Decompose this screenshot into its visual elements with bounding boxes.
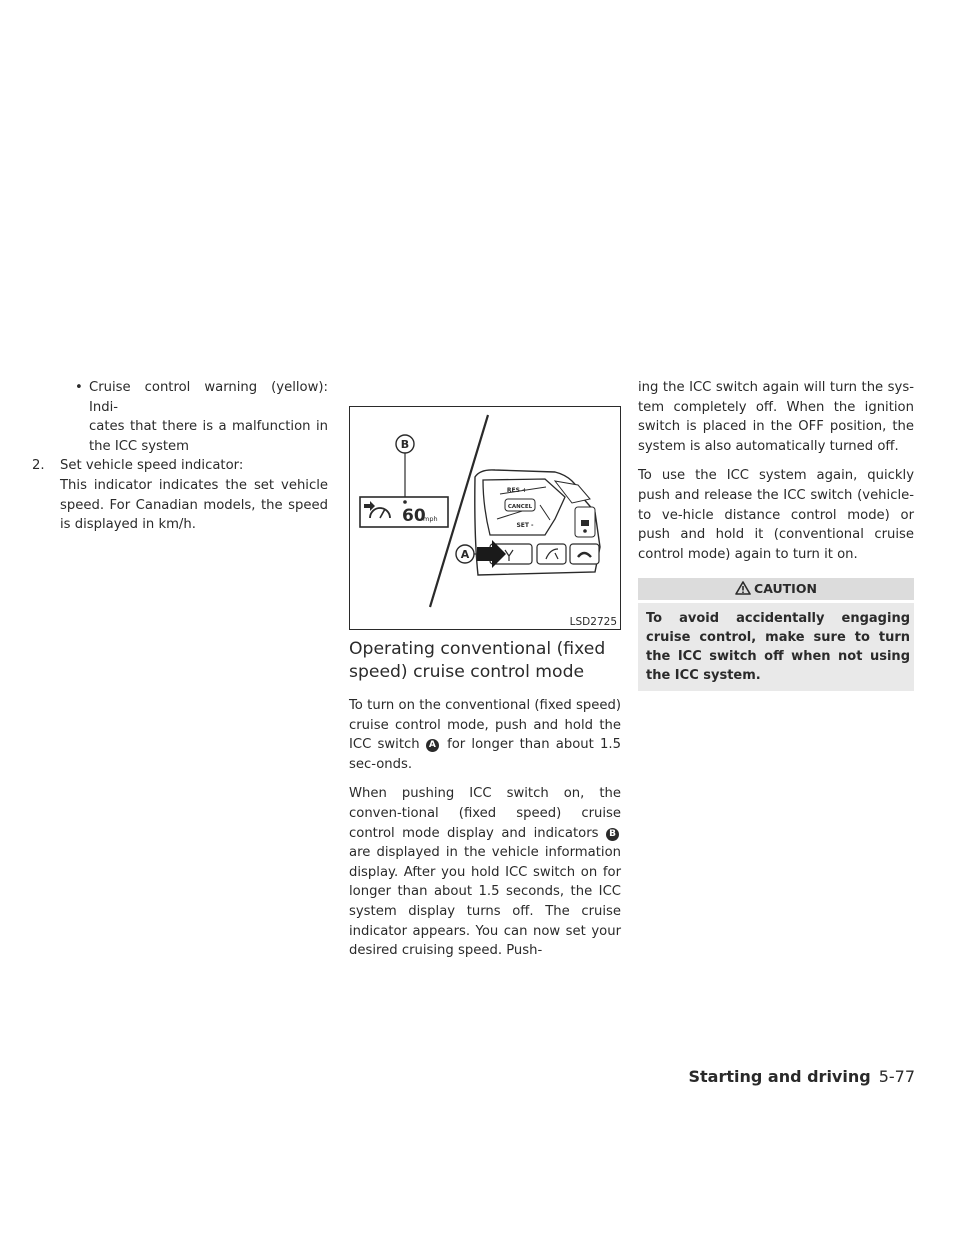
figure-code: LSD2725: [569, 616, 617, 628]
text-run: are displayed in the vehicle information display. After you hold ICC switch on for longer than about 1.5 seconds, the ICC system display turns off. The cruise indicator appears. You can now set your desired cruising speed. Push-: [349, 845, 621, 959]
lane-button-shape: [537, 544, 566, 564]
res-label: RES +: [506, 487, 528, 494]
paragraph: ing the ICC switch again will turn the sys-tem completely off. When the ignition switch is placed in the OFF position, the system is also automatically turned off.: [638, 380, 914, 454]
callout-a-label: A: [460, 548, 470, 561]
caution-box: [638, 578, 914, 691]
item-number: 2.: [32, 458, 45, 474]
bullet-rest: cates that there is a malfunction in the ICC system: [89, 419, 328, 454]
numbered-item: [32, 456, 328, 534]
text-run: When pushing ICC switch on, the conven-tional (fixed speed) cruise control mode display and indicators: [349, 786, 621, 841]
paragraph: To use the ICC system again, quickly push and release the ICC switch (vehicle-to ve-hicle distance control mode) or push and hold it (conventional cruise control mode) again to turn it on.: [638, 468, 914, 562]
icc-switch-figure: [349, 406, 621, 630]
bullet-mark: •: [75, 380, 83, 395]
right-column: [638, 378, 914, 691]
ref-b-badge: B: [606, 828, 619, 841]
bullet-line1: Cruise control warning (yellow): Indi-: [89, 380, 328, 415]
warning-triangle-icon: [735, 581, 751, 595]
page-number: 5-77: [878, 1067, 915, 1086]
item-body: This indicator indicates the set vehicle speed. For Canadian models, the speed is displayed in km/h.: [60, 477, 328, 533]
steering-switch-illustration: [350, 407, 620, 629]
footer-section: Starting and driving: [688, 1067, 871, 1086]
middle-column: [349, 406, 621, 961]
left-column: [32, 378, 328, 535]
display-unit: mph: [423, 515, 438, 523]
paragraph: [349, 784, 621, 960]
section-heading: Operating conventional (fixed speed) cruise control mode: [349, 639, 606, 682]
text-run: for longer than about 1.5 sec-onds.: [349, 737, 622, 772]
ref-a-badge: A: [426, 739, 439, 752]
caution-text: To avoid accidentally engaging cruise control, make sure to turn the ICC switch off when not using the ICC system.: [638, 603, 914, 691]
set-label: SET -: [516, 522, 534, 529]
callout-b-dot: [403, 500, 407, 504]
bullet-item: [32, 378, 328, 456]
page-footer: [645, 1067, 915, 1086]
cancel-label: CANCEL: [507, 504, 533, 510]
caution-title: CAUTION: [754, 581, 817, 597]
caution-header: [638, 578, 914, 600]
text-run: To turn on the conventional (fixed speed) cruise control mode, push and hold the ICC switch: [349, 698, 621, 753]
paragraph: [349, 696, 621, 774]
display-speed: 60: [402, 506, 426, 526]
item-title: Set vehicle speed indicator:: [60, 458, 244, 474]
callout-b-label: B: [400, 438, 410, 451]
